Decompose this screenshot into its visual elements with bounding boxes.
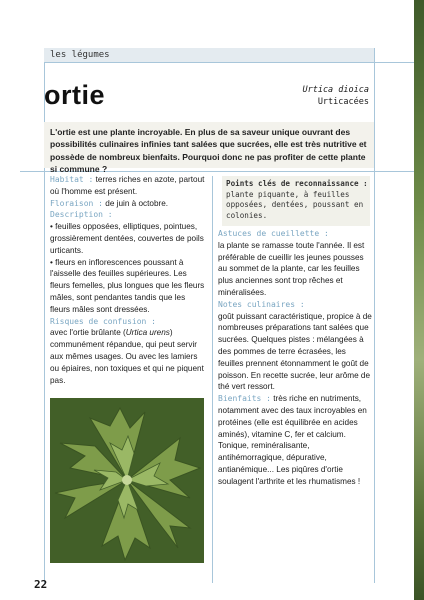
description-flowers: • fleurs en inflorescences poussant à l'aisselle des feuilles supérieures. Les fleurs femelles, plus longues que les fleurs mâles, sont pendantes tandis que les fleurs mâles sont dressées. (50, 257, 205, 314)
category-rule (44, 62, 414, 63)
floraison-text: de juin à octobre. (102, 198, 169, 208)
cueillette-label: Astuces de cueillette : (218, 229, 329, 238)
page-number: 22 (34, 578, 48, 591)
floraison-label: Floraison : (50, 198, 103, 208)
key-points-text: plante piquante, à feuilles opposées, dentées, poussant en colonies. (226, 190, 364, 220)
description-leaves: • feuilles opposées, elliptiques, pointues, grossièrement dentées, couvertes de poils urticants. (50, 222, 204, 255)
intro-text: L'ortie est une plante incroyable. En plus de sa saveur unique ouvrant des possibilités culinaires infinies tant salées que sucrées, elle est très nutritive et possède de nombreux bienfaits. Pourquoi donc ne pas profiter de cette plante si commune ? (50, 127, 367, 174)
habitat-text: terres riches en azote, partout où l'homme est présent. (50, 175, 205, 196)
cueillette-text: la plante se ramasse toute l'année. Il est préférable de cueillir les jeunes pousses au sommet de la plante, car les feuilles plus anciennes sont trop rêches et minéralisées. (218, 240, 365, 297)
nettle-photo (50, 398, 204, 563)
description-label: Description : (50, 210, 113, 220)
confusion-species: Urtica urens (125, 328, 170, 338)
key-points-title: Points clés de reconnaissance : (226, 179, 368, 188)
family-name: Urticacées (317, 97, 369, 107)
bienfaits-text: très riche en nutriments, notamment avec des taux incroyables en protéines (elle est équilibrée en acides aminés), vitamine C, fer et calcium. Tonique, reminéralisante, antihémorragique, dépurative, antianémique... Les piqûres d'ortie soulagent l'arthrite et les rhumatismes ! (218, 394, 367, 486)
confusion-text-a: avec l'ortie brûlante ( (50, 328, 126, 338)
bienfaits-label: Bienfaits : (218, 394, 271, 404)
column-divider (212, 176, 213, 583)
right-column (218, 228, 372, 488)
scientific-name-block (302, 84, 369, 108)
confusion-label: Risques de confusion : (50, 316, 156, 326)
habitat-label: Habitat : (50, 175, 94, 184)
culinaires-label: Notes culinaires : (218, 299, 305, 309)
page-edge-photo-strip (414, 0, 424, 600)
right-margin-rule (374, 48, 375, 583)
confusion-text-b: ) communément répandue, qui peut servir aux mêmes usages. Ou avec les lamiers ou épiaires, non toxiques et qui ne piquent pas. (50, 328, 204, 385)
page-title: ortie (44, 80, 106, 110)
latin-name: Urtica dioica (302, 85, 369, 95)
left-column (50, 174, 206, 386)
category-header: les légumes (44, 48, 374, 62)
culinaires-text: goût puissant caractéristique, propice à de nombreuses préparations tant salées que sucrées. Quelques pistes : mélangées à des pommes de terre écrasées, les feuilles prennent étonnamment le goût de poisson. En recette sucrée, leur arôme de thé vert ressort. (218, 311, 372, 392)
